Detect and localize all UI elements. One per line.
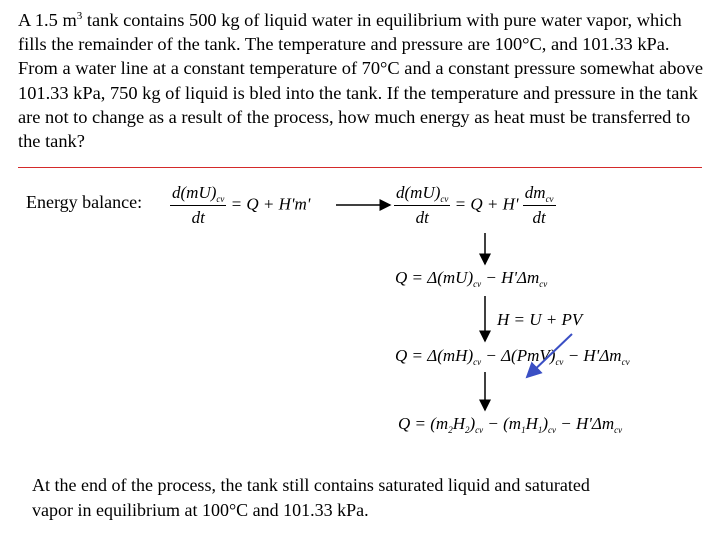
eq3-tail: − H'Δm bbox=[481, 268, 540, 287]
eq1-num-sub: cv bbox=[216, 194, 225, 204]
eq1-numerator: d(mU) bbox=[172, 183, 217, 202]
eq6-part-f: ) bbox=[542, 414, 549, 433]
eq5-mid-sub: cv bbox=[555, 357, 564, 367]
eq3-main: Q = Δ(mU) bbox=[395, 268, 474, 287]
eq6-sub-f: cv bbox=[548, 425, 557, 435]
energy-balance-label: Energy balance: bbox=[26, 192, 143, 212]
eq6-part-a: Q = (m bbox=[398, 414, 449, 433]
eq3-sub: cv bbox=[473, 279, 482, 289]
eq2-dm-numerator: dm bbox=[524, 183, 546, 202]
problem-text-b: tank contains 500 kg of liquid water in equilibrium with pure water vapor, which fills the remainder of the tank. The temperature and pressure are 100°C, and 101.33 kPa. From a water line at a constant temperature of 70°C and a constant pressure somewhat above 101.33 kPa, 750 kg of liquid is bled into the tank. If the temperature and pressure in the tank are not to change as a result of the process, how much energy as heat must be transferred to the tank? bbox=[18, 10, 704, 152]
eq6-part-g: − H'Δm bbox=[556, 414, 615, 433]
eq5-tail: − H'Δm bbox=[563, 346, 622, 365]
eq6-sub-e: 1 bbox=[537, 425, 543, 435]
eq1-denominator: dt bbox=[191, 208, 205, 227]
eq6-part-e: H bbox=[525, 414, 538, 433]
eq6-part-b: H bbox=[452, 414, 465, 433]
eq2-numerator: d(mU) bbox=[396, 183, 441, 202]
equation-enthalpy-definition: H = U + PV bbox=[497, 310, 583, 329]
closing-statement: At the end of the process, the tank still contains saturated liquid and saturated vapor in equilibrium at 100°C and 101.33 kPa. bbox=[32, 475, 590, 520]
eq2-denominator: dt bbox=[415, 208, 429, 227]
annotation-arrow bbox=[527, 334, 572, 377]
eq6-part-c: ) bbox=[469, 414, 476, 433]
eq6-sub-g: cv bbox=[614, 425, 623, 435]
eq5-mid: − Δ(PmV) bbox=[481, 346, 556, 365]
eq5-tail-sub: cv bbox=[621, 357, 630, 367]
eq5-sub: cv bbox=[473, 357, 482, 367]
eq2-dm-denominator: dt bbox=[532, 208, 546, 227]
problem-sup: 3 bbox=[76, 10, 83, 22]
eq2-num-sub: cv bbox=[440, 194, 449, 204]
problem-text-a: A 1.5 m bbox=[18, 10, 77, 30]
eq1-rhs: = Q + H'm' bbox=[230, 194, 311, 214]
eq6-sub-c: cv bbox=[475, 425, 484, 435]
eq6-sub-b: 2 bbox=[464, 425, 470, 435]
eq6-sub-d: 1 bbox=[521, 425, 526, 435]
eq6-sub-a: 2 bbox=[448, 425, 453, 435]
eq3-tail-sub: cv bbox=[539, 279, 548, 289]
eq6-part-d: − (m bbox=[483, 414, 522, 433]
eq5-main: Q = Δ(mH) bbox=[395, 346, 474, 365]
eq2-dm-sub: cv bbox=[545, 194, 554, 204]
eq2-rhs: = Q + H' bbox=[454, 194, 519, 214]
